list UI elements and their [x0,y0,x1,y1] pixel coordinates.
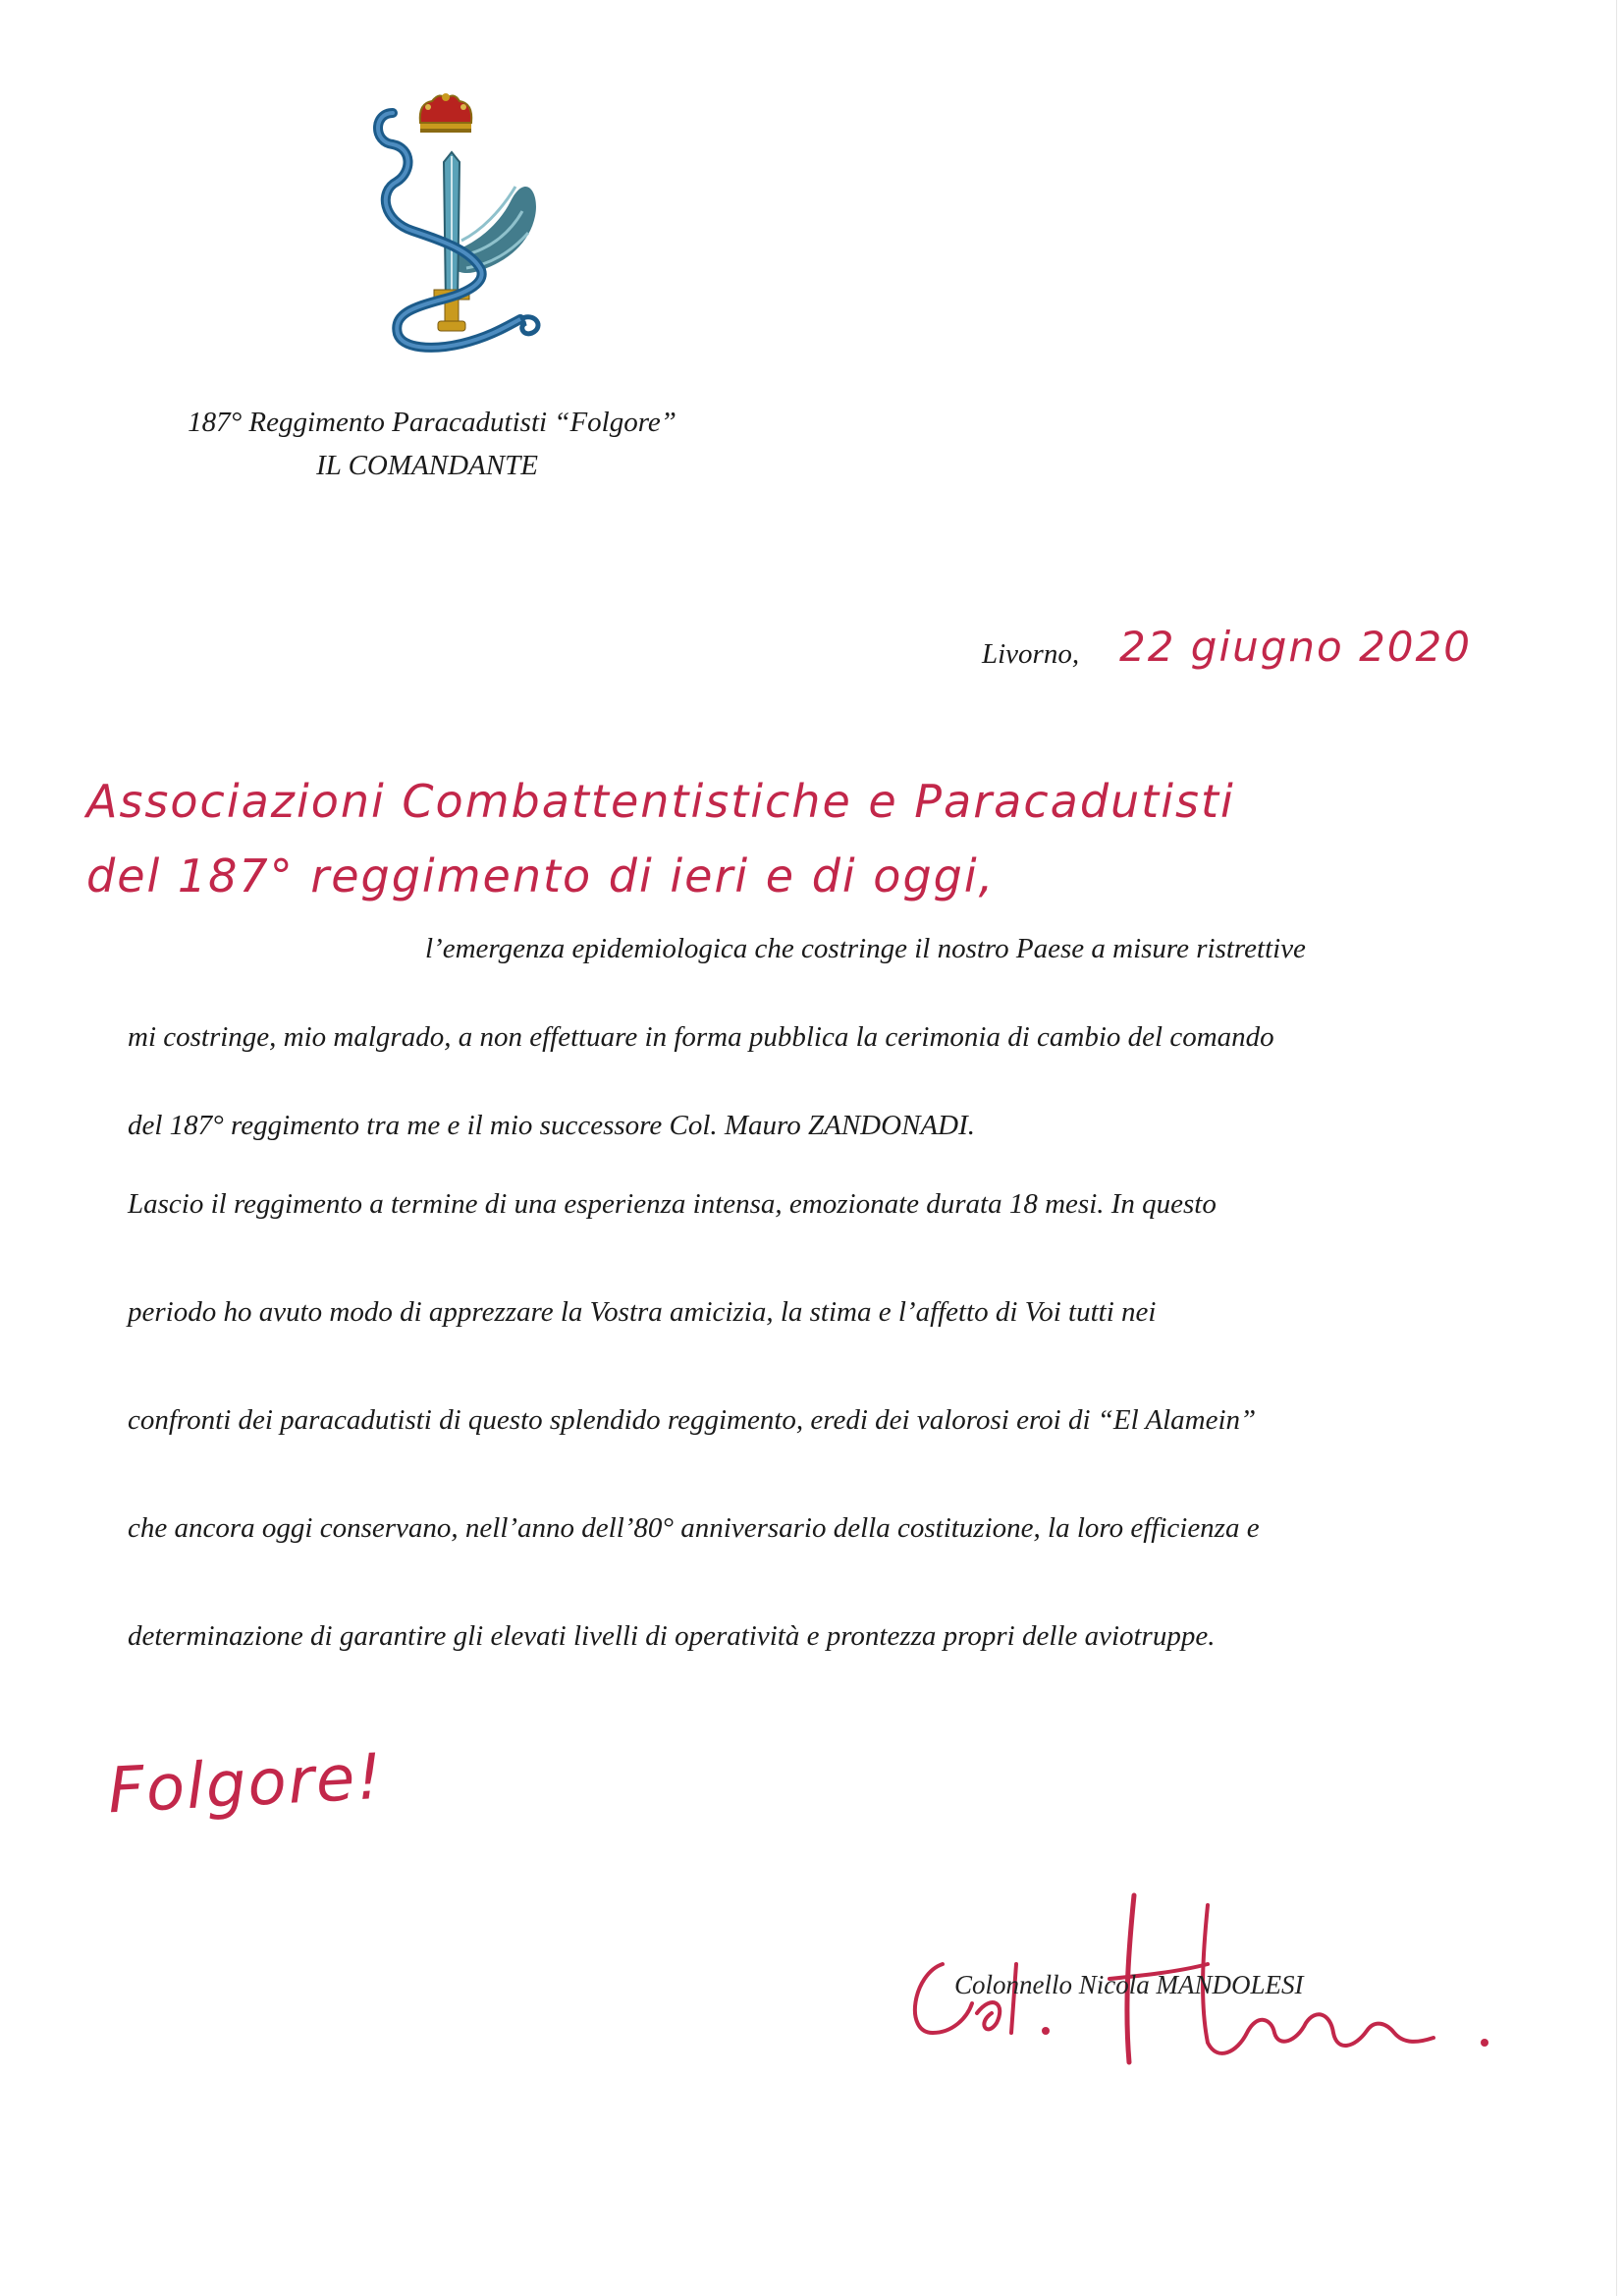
body-line: che ancora oggi conservano, nell’anno dell’80° anniversario della costituzione, la loro efficienza e [128,1512,1260,1544]
salutation-line-1: Associazioni Combattentistiche e Paracadutisti [86,775,1235,828]
unit-name: 187° Reggimento Paracadutisti “Folgore” [188,407,676,438]
body-line: periodo ho avuto modo di apprezzare la Vostra amicizia, la stima e l’affetto di Voi tutti nei [128,1296,1157,1328]
place: Livorno, [982,638,1080,670]
dateline [982,623,1532,687]
date-handwritten: 22 giugno 2020 [1119,623,1472,671]
regimental-crest-icon [353,93,550,368]
body-line: Lascio il reggimento a termine di una esperienza intensa, emozionate durata 18 mesi. In questo [128,1188,1217,1220]
body-line: mi costringe, mio malgrado, a non effettuare in forma pubblica la cerimonia di cambio del comando [128,1021,1274,1053]
closing-handwritten: Folgore! [106,1740,386,1829]
body-line: del 187° reggimento tra me e il mio successore Col. Mauro ZANDONADI. [128,1110,975,1141]
salutation-line-2: del 187° reggimento di ieri e di oggi, [86,849,996,902]
signatory-name: Colonnello Nicola MANDOLESI [954,1970,1304,1999]
commander-title: IL COMANDANTE [316,450,538,481]
page-edge [1616,0,1617,2296]
letterhead [118,401,746,487]
salutation-handwritten [86,764,1500,913]
body-line: determinazione di garantire gli elevati livelli di operatività e prontezza propri delle aviotruppe. [128,1620,1216,1652]
body-line: l’emergenza epidemiologica che costringe il nostro Paese a misure ristrettive [425,933,1306,964]
body-line: confronti dei paracadutisti di questo splendido reggimento, eredi dei valorosi eroi di “El Alamein” [128,1404,1257,1436]
signature-block [884,1886,1492,2082]
